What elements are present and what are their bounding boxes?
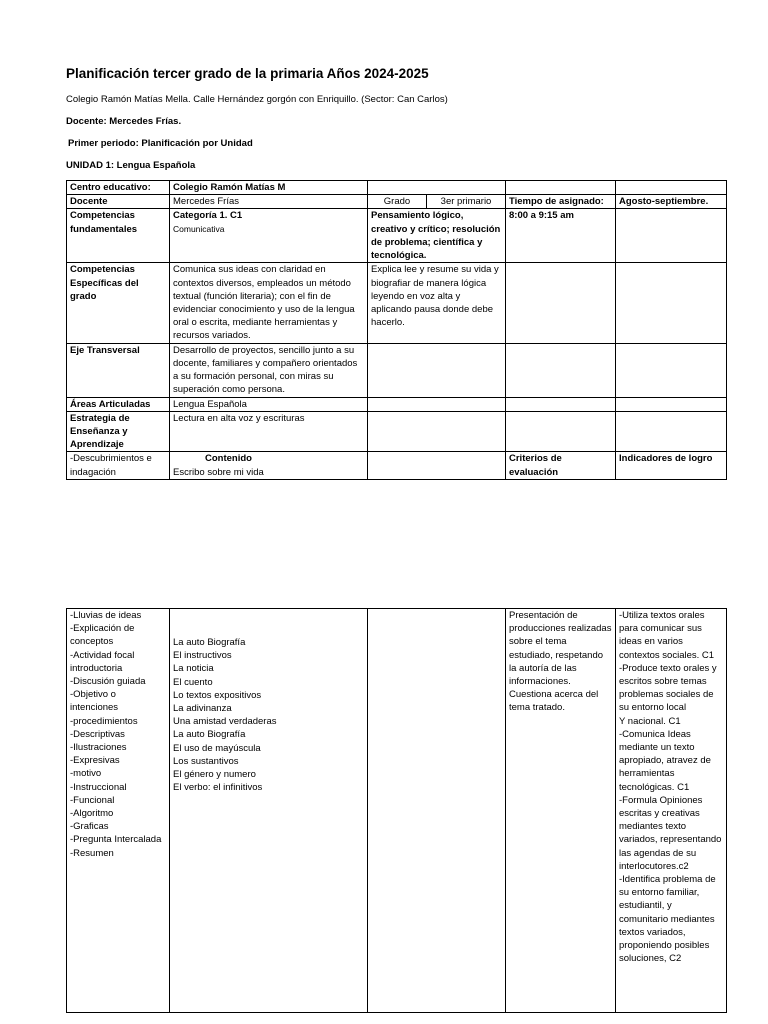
empty-cell xyxy=(368,181,506,195)
category-title: Categoría 1. C1 xyxy=(173,210,243,222)
empty-cell xyxy=(616,181,727,195)
indicator-item: -Utiliza textos orales para comunicar sus ideas en varios contextos sociales. C1 xyxy=(619,610,715,661)
specific-text-1: Comunica sus ideas con claridad en contextos diversos, empleados un método textual (función literaria); con el fin de evidenciar conocimiento y uso de la lengua oral o escrita, mediante herramientas y recursos variados. xyxy=(170,263,368,343)
indicator-item: -Identifica problema de su entorno familiar, estudiantil, y comunitario mediantes textos variados, proponiendo posibles soluciones, C2 xyxy=(619,874,716,965)
schedule-value: 8:00 a 9:15 am xyxy=(506,209,616,263)
content-item: Lo textos expositivos xyxy=(173,689,262,701)
indicators-heading: Indicadores de logro xyxy=(616,452,727,480)
empty-cell xyxy=(616,263,727,343)
transversal-text: Desarrollo de proyectos, sencillo junto a su docente, familiares y compañero orientados a su formación personal, con miras su superación como persona. xyxy=(170,343,368,397)
indicator-item: -Produce texto orales y escritos sobre temas problemas sociales de su entorno local xyxy=(619,662,717,714)
strategy-item: -Objetivo o intenciones xyxy=(70,689,119,714)
contents-list xyxy=(173,609,364,794)
time-label: Tiempo de asignado: xyxy=(506,195,616,209)
content-table xyxy=(66,608,727,1013)
content-cell xyxy=(170,452,368,480)
teacher-value: Mercedes Frías xyxy=(170,195,368,209)
strategy-item: -Funcional xyxy=(70,794,115,806)
row-teacher xyxy=(67,195,727,209)
criteria-text: Presentación de producciones realizadas sobre el tema estudiado, respetando la autoría de las informaciones. Cuestiona acerca del tema tratado. xyxy=(506,609,616,1013)
thinking-text: Pensamiento lógico, creativo y crítico; resolución de problema; científica y tecnológica. xyxy=(368,209,506,263)
row-school xyxy=(67,181,727,195)
content-item: El uso de mayúscula xyxy=(173,742,261,754)
strategy-text: Lectura en alta voz y escrituras xyxy=(170,411,368,452)
content-row xyxy=(67,609,727,1013)
strategy-item: -Pregunta Intercalada xyxy=(70,834,162,846)
strategy-item: -Instruccional xyxy=(70,781,127,793)
strategy-item: -Resumen xyxy=(70,847,114,859)
content-item: Una amistad verdaderas xyxy=(173,716,277,728)
areas-text: Lengua Española xyxy=(170,397,368,411)
row-fundamental xyxy=(67,209,727,263)
content-item: La auto Biografía xyxy=(173,637,246,648)
row-content-header xyxy=(67,452,727,480)
transversal-label: Eje Transversal xyxy=(67,343,170,397)
empty-cell xyxy=(616,209,727,263)
indicator-item: Y nacional. C1 xyxy=(619,715,681,727)
strategy-item: -Descriptivas xyxy=(70,728,125,740)
teacher-line: Docente: Mercedes Frías. xyxy=(66,116,182,127)
content-heading: Contenido xyxy=(205,453,252,465)
indicator-item: -Formula Opiniones escritas y creativas mediantes texto variados, representando las agendas de su interlocutores.c2 xyxy=(619,794,722,872)
teacher-label: Docente xyxy=(67,195,170,209)
empty-cell xyxy=(616,343,727,397)
strategy-item: -Expresivas xyxy=(70,755,120,767)
empty-cell xyxy=(368,452,506,480)
empty-cell xyxy=(368,343,506,397)
empty-cell xyxy=(616,397,727,411)
content-item: La auto Biografía xyxy=(173,729,246,741)
empty-cell xyxy=(368,411,506,452)
specific-label: Competencias Específicas del grado xyxy=(67,263,170,343)
strategy-label: Estrategia de Enseñanza y Aprendizaje xyxy=(67,411,170,452)
strategies-cell xyxy=(67,609,170,1013)
period-line: Primer periodo: Planificación por Unidad xyxy=(68,138,253,149)
content-item: La adivinanza xyxy=(173,703,232,715)
row-specific xyxy=(67,263,727,343)
content-item: Los sustantivos xyxy=(173,755,239,767)
school-label: Centro educativo: xyxy=(67,181,170,195)
criteria-heading: Criterios de evaluación xyxy=(506,452,616,480)
grade-value: 3er primario xyxy=(427,195,506,209)
empty-cell xyxy=(368,609,506,1013)
category-sub: Comunicativa xyxy=(173,223,225,234)
specific-text-2: Explica lee y resume su vida y biografiar de manera lógica leyendo en voz alta y aplicando pausa donde debe hacerlo. xyxy=(368,263,506,343)
planning-table xyxy=(66,180,727,480)
contents-cell xyxy=(170,609,368,1013)
row-strategy xyxy=(67,411,727,452)
school-line: Colegio Ramón Matías Mella. Calle Hernández gorgón con Enriquillo. (Sector: Can Carlos) xyxy=(66,94,448,105)
indicator-item: -Comunica Ideas mediante un texto apropiado, atravez de herramientas tecnológicas. C1 xyxy=(619,728,711,793)
unit-line: UNIDAD 1: Lengua Española xyxy=(66,160,196,171)
strategy-item: -Explicación de conceptos xyxy=(70,623,135,648)
content-item: El género y numero xyxy=(173,769,256,781)
strategy-item: -procedimientos xyxy=(70,715,138,727)
discovery-text: -Descubrimientos e indagación xyxy=(67,452,170,480)
strategy-item: -Discusión guiada xyxy=(70,676,146,688)
strategies-list xyxy=(70,609,166,860)
empty-cell xyxy=(506,411,616,452)
strategy-item: -Lluvias de ideas xyxy=(70,610,142,621)
empty-cell xyxy=(506,263,616,343)
content-sub: Escribo sobre mi vida xyxy=(173,466,264,478)
empty-cell xyxy=(506,181,616,195)
strategy-item: -Algoritmo xyxy=(70,808,114,820)
strategy-item: -Ilustraciones xyxy=(70,742,127,754)
row-areas xyxy=(67,397,727,411)
indicators-list xyxy=(619,609,723,965)
fundamental-label: Competencias fundamentales xyxy=(67,209,170,263)
strategy-item: -Graficas xyxy=(70,821,109,833)
strategy-item: -Actividad focal introductoria xyxy=(70,649,135,674)
school-value: Colegio Ramón Matías M xyxy=(170,181,368,195)
content-item: La noticia xyxy=(173,663,214,675)
months-value: Agosto-septiembre. xyxy=(616,195,727,209)
content-item: El verbo: el infinitivos xyxy=(173,782,263,794)
grade-label: Grado xyxy=(368,195,427,209)
row-transversal xyxy=(67,343,727,397)
category-cell xyxy=(170,209,368,263)
content-item: El instructivos xyxy=(173,650,232,662)
empty-cell xyxy=(368,397,506,411)
areas-label: Áreas Articuladas xyxy=(67,397,170,411)
document-title: Planificación tercer grado de la primaria Años 2024-2025 xyxy=(66,66,429,81)
empty-cell xyxy=(506,397,616,411)
indicators-cell xyxy=(616,609,727,1013)
content-item: El cuento xyxy=(173,676,213,688)
empty-cell xyxy=(506,343,616,397)
empty-cell xyxy=(616,411,727,452)
strategy-item: -motivo xyxy=(70,768,102,780)
